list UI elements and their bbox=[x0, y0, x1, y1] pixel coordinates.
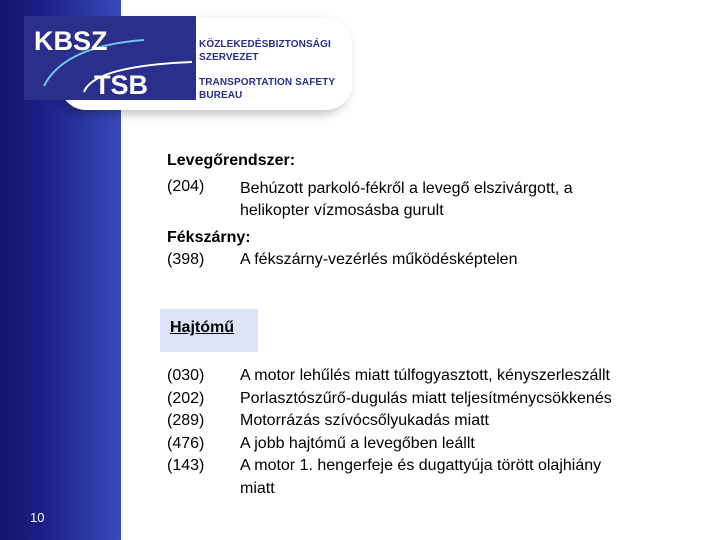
case-code: (030) bbox=[167, 367, 205, 384]
logo-en-line1: TRANSPORTATION SAFETY bbox=[199, 77, 336, 88]
case-code: (204) bbox=[167, 178, 205, 195]
case-description: Motorrázás szívócsőlyukadás miatt bbox=[240, 412, 489, 429]
logo-hu-line1: KÖZLEKEDÉSBIZTONSÁGI bbox=[199, 39, 331, 50]
case-description: Porlasztószűrő-dugulás miatt teljesítménycsökkenés bbox=[240, 389, 612, 407]
logo-hu-line2: SZERVEZET bbox=[199, 52, 259, 63]
kbsz-tsb-logo-mark bbox=[24, 16, 196, 100]
case-description-line: Behúzott parkoló-fékről a levegő elszivárgott, a bbox=[240, 180, 573, 197]
engine-case-descriptions bbox=[240, 365, 612, 500]
page-number: 10 bbox=[30, 510, 45, 525]
case-description: A fékszárny-vezérlés működésképtelen bbox=[240, 251, 518, 268]
case-description-line: helikopter vízmosásba gurult bbox=[240, 202, 444, 219]
case-description: A motor lehűlés miatt túlfogyasztott, kényszerleszállt bbox=[240, 367, 610, 384]
logo-name-hungarian bbox=[199, 38, 331, 64]
case-description: A motor 1. hengerfeje és dugattyúja törött olajhiány bbox=[240, 457, 602, 474]
case-code: (398) bbox=[167, 251, 205, 268]
case-description-continuation: miatt bbox=[240, 479, 275, 497]
case-code: (143) bbox=[167, 457, 205, 474]
case-code: (202) bbox=[167, 389, 205, 407]
engine-case-codes bbox=[167, 365, 204, 478]
case-description: A jobb hajtómű a levegőben leállt bbox=[240, 434, 475, 452]
case-code: (476) bbox=[167, 434, 205, 452]
case-code: (289) bbox=[167, 412, 205, 429]
case-description bbox=[240, 178, 573, 222]
section-heading-engine: Hajtómű bbox=[170, 319, 234, 336]
logo-name-english bbox=[199, 76, 335, 102]
section-heading-air-system: Levegőrendszer: bbox=[167, 152, 296, 169]
logo-en-line2: BUREAU bbox=[199, 90, 243, 101]
section-heading-flap: Fékszárny: bbox=[167, 229, 251, 246]
logo-mark-top: KBSZ bbox=[34, 26, 108, 56]
logo-mark-bottom: TSB bbox=[94, 70, 148, 100]
